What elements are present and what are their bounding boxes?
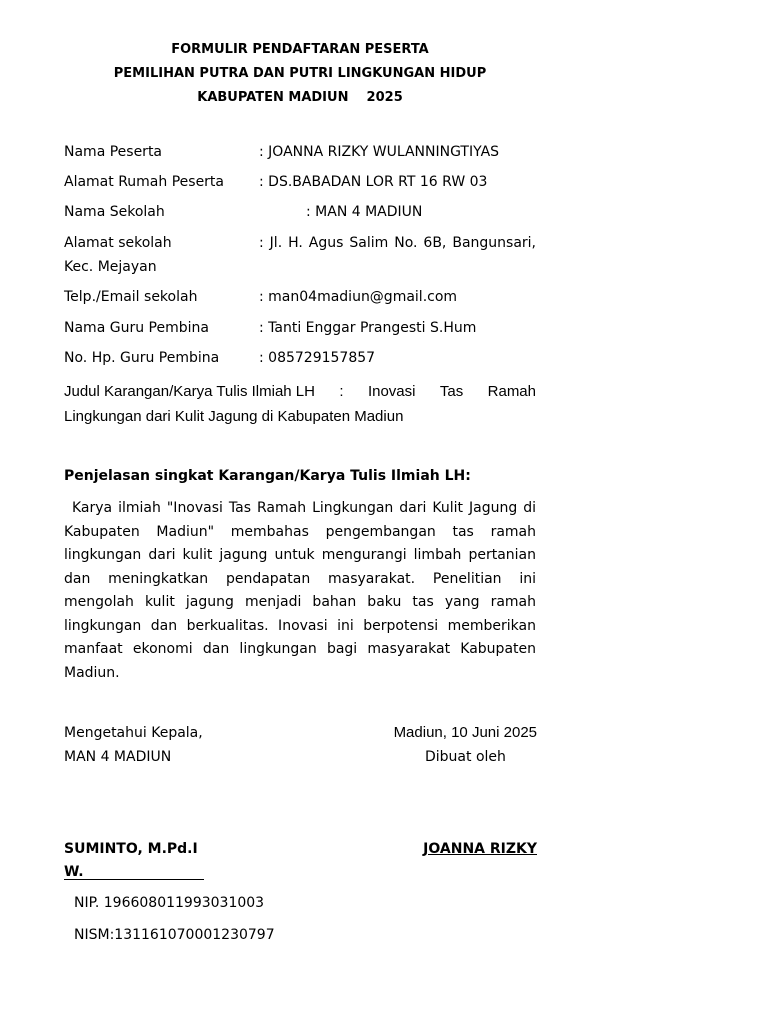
signature-left-line2: MAN 4 MADIUN (64, 749, 172, 765)
signature-left-name-cont: W. (64, 864, 84, 880)
judul-word-3: Ramah (487, 383, 536, 400)
field-value-alamat-sekolah: : Jl. H. Agus Salim No. 6B, Bangunsari, (259, 235, 536, 251)
form-title-line1: FORMULIR PENDAFTARAN PESERTA (171, 42, 429, 57)
judul-word-1: Inovasi (367, 383, 416, 400)
judul-colon: : (339, 383, 344, 400)
signature-place-date: Madiun, 10 Juni 2025 (393, 724, 537, 741)
signature-made-by: Dibuat oleh (425, 749, 506, 765)
field-value-alamat-sekolah-cont: Kec. Mejayan (64, 259, 157, 275)
form-title-line2: PEMILIHAN PUTRA DAN PUTRI LINGKUNGAN HIDUP (113, 66, 487, 81)
field-label-alamat-rumah: Alamat Rumah Peserta (64, 174, 225, 190)
field-value-guru-pembina: : Tanti Enggar Prangesti S.Hum (259, 320, 477, 336)
signature-right-name: JOANNA RIZKY (423, 841, 537, 857)
signature-nip: NIP. 196608011993031003 (74, 895, 265, 911)
field-value-nama-sekolah: : MAN 4 MADIUN (306, 204, 423, 220)
form-title-line3: KABUPATEN MADIUN 2025 (197, 90, 403, 105)
field-value-hp-guru: : 085729157857 (259, 350, 376, 366)
judul-word-2: Tas (439, 383, 464, 400)
field-label-alamat-sekolah: Alamat sekolah (64, 235, 172, 251)
judul-karya-tulis (64, 379, 536, 429)
judul-line2: Lingkungan dari Kulit Jagung di Kabupaten Madiun (64, 408, 404, 425)
field-label-telp-email: Telp./Email sekolah (64, 289, 198, 305)
field-value-nama-peserta: : JOANNA RIZKY WULANNINGTIYAS (259, 144, 500, 160)
field-label-guru-pembina: Nama Guru Pembina (64, 320, 209, 336)
penjelasan-body: Karya ilmiah "Inovasi Tas Ramah Lingkungan dari Kulit Jagung di Kabupaten Madiun" membahas pengembangan tas ramah lingkungan dari kulit jagung untuk mengurangi limbah pertanian dan meningkatkan pendapatan masyarakat. Penelitian ini mengolah kulit jagung menjadi bahan baku tas yang ramah lingkungan dan berkualitas. Inovasi ini berpotensi memberikan manfaat ekonomi dan lingkungan bagi masyarakat Kabupaten Madiun. (64, 500, 536, 681)
field-value-telp-email: : man04madiun@gmail.com (259, 289, 458, 305)
judul-label: Judul Karangan/Karya Tulis Ilmiah LH (64, 383, 315, 400)
signature-left-name: SUMINTO, M.Pd.I (64, 841, 198, 857)
field-label-nama-sekolah: Nama Sekolah (64, 204, 165, 220)
penjelasan-heading: Penjelasan singkat Karangan/Karya Tulis Ilmiah LH: (64, 468, 471, 484)
field-value-alamat-rumah: : DS.BABADAN LOR RT 16 RW 03 (259, 174, 488, 190)
signature-left-name-underline (64, 865, 204, 880)
signature-nism: NISM:131161070001230797 (74, 927, 275, 943)
field-label-nama-peserta: Nama Peserta (64, 144, 163, 160)
signature-left-line1: Mengetahui Kepala, (64, 725, 203, 741)
field-label-hp-guru: No. Hp. Guru Pembina (64, 350, 220, 366)
